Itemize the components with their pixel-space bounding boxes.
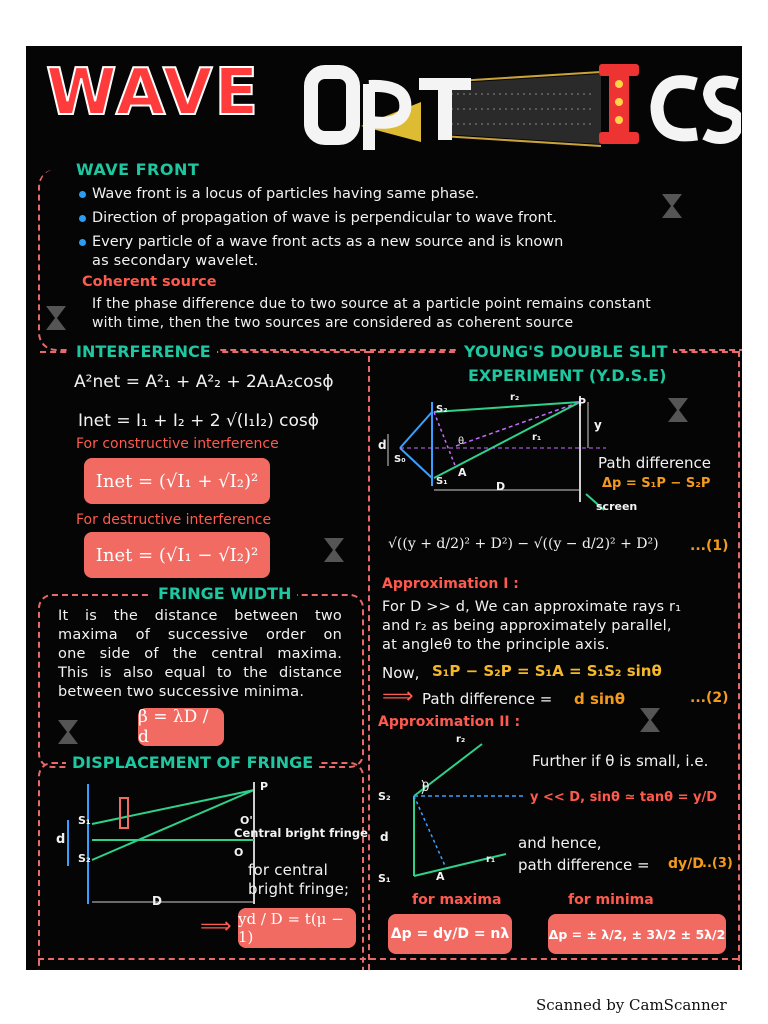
ydse-label-p: P xyxy=(578,396,587,409)
hence-formula: dy/D xyxy=(668,856,704,872)
ydse-heading-1: YOUNG'S DOUBLE SLIT xyxy=(458,342,673,361)
approx2-diagram xyxy=(386,736,526,886)
ydse-diagram xyxy=(376,390,606,520)
maxima-formula: Δp = dy/D = nλ xyxy=(388,914,512,954)
ydse-label-D: D xyxy=(496,480,506,493)
disp-text-2: bright fringe; xyxy=(248,880,350,898)
title-wave: WAVE xyxy=(46,56,261,130)
eq2-label: ...(2) xyxy=(690,690,729,706)
hourglass-icon xyxy=(56,718,80,746)
approx2-label-r1: r₁ xyxy=(486,854,496,865)
wave-front-bullet-1: Wave front is a locus of particles having same phase. xyxy=(92,186,480,202)
destructive-label: For destructive interference xyxy=(76,512,272,528)
displacement-heading: DISPLACEMENT OF FRINGE xyxy=(66,753,319,772)
fringe-width-line-5: between two successive minima. xyxy=(58,684,305,700)
disp-label-s1: S₁ xyxy=(78,814,91,827)
further-text: Further if θ is small, i.e. xyxy=(532,752,709,770)
wave-front-bullet-3: Every particle of a wave front acts as a new source and is known xyxy=(92,234,564,250)
poster xyxy=(26,46,742,970)
disp-label-o: O xyxy=(234,846,244,859)
coherent-text-1: If the phase difference due to two source at a particle point remains constant xyxy=(92,296,651,312)
destructive-formula: Inet = (√I₁ − √I₂)² xyxy=(84,532,270,578)
path-difference-label: Path difference xyxy=(598,454,712,472)
center-divider xyxy=(368,356,370,970)
hourglass-icon xyxy=(660,192,684,220)
wave-front-bullet-2: Direction of propagation of wave is perpendicular to wave front. xyxy=(92,210,558,226)
now-formula: S₁P − S₂P = S₁A = S₁S₂ sinθ xyxy=(432,662,662,680)
ydse-label-r2: r₂ xyxy=(510,392,520,403)
ydse-label-d: d xyxy=(378,438,387,452)
ydse-heading-2: EXPERIMENT (Y.D.S.E) xyxy=(468,366,667,385)
approx2-label-a: A xyxy=(436,870,445,883)
ydse-label-s1: S₁ xyxy=(436,476,448,487)
hence-text-1: and hence, xyxy=(518,834,602,852)
disp-label-d: d xyxy=(56,832,66,847)
constructive-label: For constructive interference xyxy=(76,436,279,452)
title-optics-graphic xyxy=(301,54,741,154)
footer-watermark: Scanned by CamScanner xyxy=(536,996,727,1014)
approx2-label-s2: S₂ xyxy=(378,790,391,803)
ydse-big-formula: √((y + d/2)² + D²) − √((y − d/2)² + D²) xyxy=(388,536,659,552)
eq1-label: ...(1) xyxy=(690,538,729,554)
interference-heading: INTERFERENCE xyxy=(70,342,217,361)
hourglass-icon xyxy=(322,536,346,564)
constructive-formula: Inet = (√I₁ + √I₂)² xyxy=(84,458,270,504)
ydse-label-y: y xyxy=(594,418,602,432)
disp-label-D: D xyxy=(152,894,162,908)
disp-label-p: P xyxy=(260,780,269,793)
ydse-label-a: A xyxy=(458,466,467,479)
fringe-width-formula: β = λD / d xyxy=(138,708,224,746)
ydse-label-screen: screen xyxy=(596,500,638,513)
approx2-label-theta: θ xyxy=(422,780,430,794)
disp-text-1: for central xyxy=(248,861,328,879)
approx1-line-2: and r₂ as being approximately parallel, xyxy=(382,618,672,634)
approx1-heading: Approximation I : xyxy=(382,576,519,592)
inet-formula: Inet = I₁ + I₂ + 2 √(I₁I₂) cosϕ xyxy=(78,411,319,431)
now-prefix: Now, xyxy=(382,664,420,682)
displacement-formula: yd / D = t(μ − 1) xyxy=(238,908,356,948)
path-diff-arrow-formula: d sinθ xyxy=(574,690,626,708)
approx2-label-s1: S₁ xyxy=(378,872,391,885)
coherent-heading: Coherent source xyxy=(82,274,217,290)
minima-label: for minima xyxy=(568,892,654,908)
disp-label-central: Central bright fringe xyxy=(234,826,368,840)
fringe-width-heading: FRINGE WIDTH xyxy=(152,584,297,603)
small-angle-formula: y << D, sinθ ≃ tanθ = y/D xyxy=(530,790,718,805)
ydse-label-s2: S₂ xyxy=(436,404,448,415)
anet-formula: A²net = A²₁ + A²₂ + 2A₁A₂cosϕ xyxy=(74,372,334,392)
fringe-width-line-3: one side of the central maxima. xyxy=(58,646,342,662)
approx2-label-d: d xyxy=(380,830,389,844)
wave-front-bullet-3-cont: as secondary wavelet. xyxy=(92,253,259,269)
approx1-line-3: at angleθ to the principle axis. xyxy=(382,637,610,653)
bottom-divider xyxy=(38,958,738,960)
eq3-label: ..(3) xyxy=(702,856,733,871)
arrow-icon: ⟹ xyxy=(382,684,414,709)
maxima-label: for maxima xyxy=(412,892,502,908)
minima-formula: Δp = ± λ/2, ± 3λ/2 ± 5λ/2 xyxy=(548,914,726,954)
disp-label-o-prime: O' xyxy=(240,814,253,827)
path-diff-arrow-text: Path difference = xyxy=(422,690,553,708)
ydse-label-theta: θ xyxy=(458,436,465,447)
ydse-label-s0: S₀ xyxy=(394,454,406,465)
approx2-label-r2: r₂ xyxy=(456,734,466,745)
hence-text-2: path difference = xyxy=(518,856,650,874)
fringe-width-line-2: maxima of successive order on xyxy=(58,627,342,643)
right-divider xyxy=(738,351,740,970)
arrow-icon: ⟹ xyxy=(200,914,232,939)
hourglass-icon xyxy=(666,396,690,424)
path-difference-formula: Δp = S₁P − S₂P xyxy=(602,476,711,491)
ydse-label-r1: r₁ xyxy=(532,432,542,443)
disp-label-s2: S₂ xyxy=(78,852,91,865)
approx1-line-1: For D >> d, We can approximate rays r₁ xyxy=(382,599,682,615)
hourglass-icon xyxy=(44,304,68,332)
fringe-width-line-4: This is also equal to the distance xyxy=(58,665,342,681)
hourglass-icon xyxy=(638,706,662,734)
coherent-text-2: with time, then the two sources are considered as coherent source xyxy=(92,315,574,331)
approx2-heading: Approximation II : xyxy=(378,714,521,730)
fringe-width-line-1: It is the distance between two xyxy=(58,608,342,624)
wave-front-heading: WAVE FRONT xyxy=(70,160,205,179)
